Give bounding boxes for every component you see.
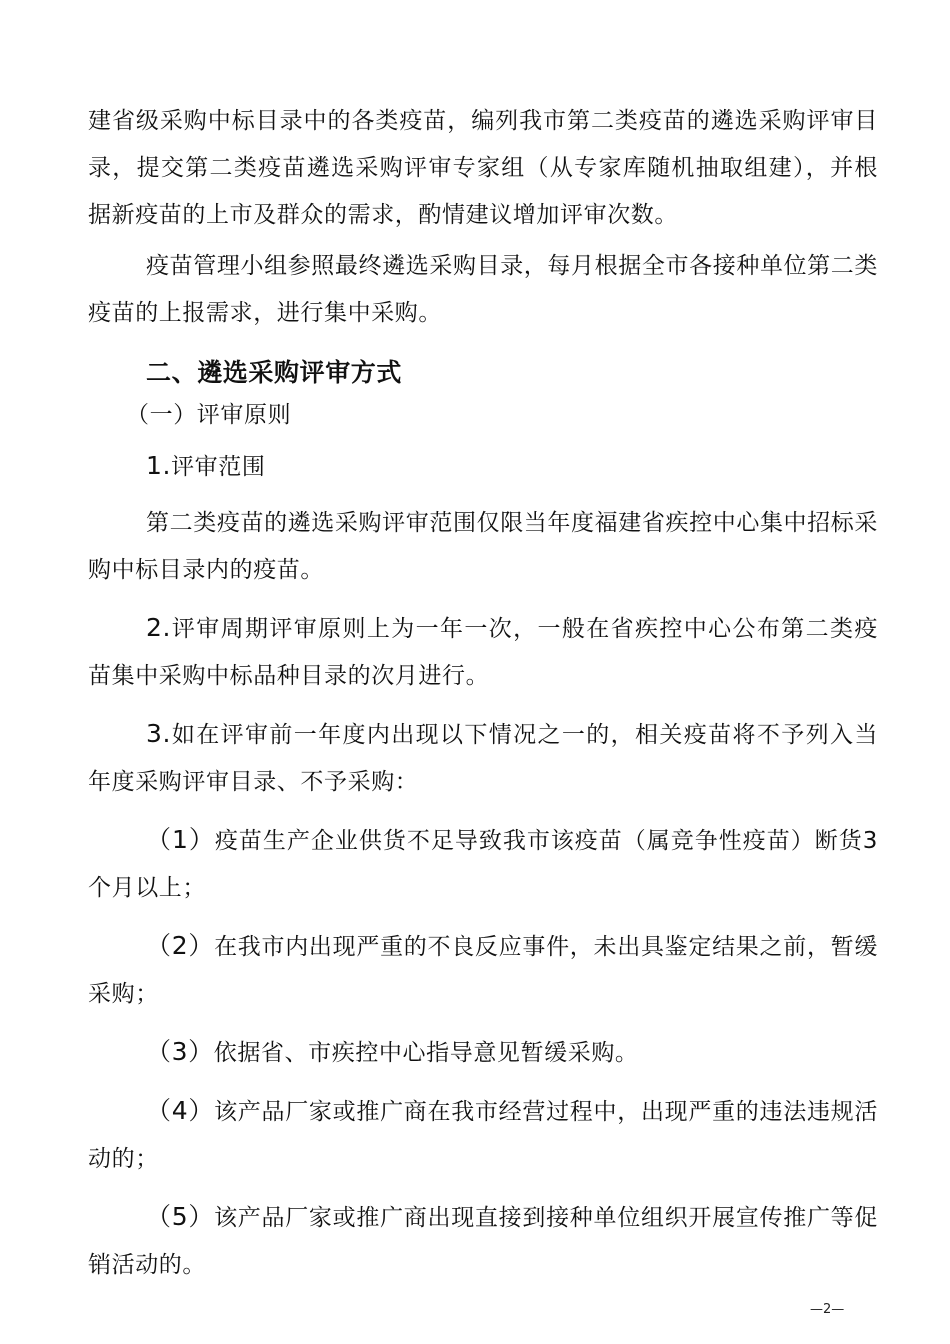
paragraph-review-scope: 第二类疫苗的遴选采购评审范围仅限当年度福建省疾控中心集中招标采购中标目录内的疫苗。 (88, 510, 878, 583)
condition-number: （2） (146, 931, 215, 960)
condition-number: （1） (146, 825, 215, 854)
condition-item-3 (88, 1028, 878, 1077)
condition-text: 依据省、市疾控中心指导意见暂缓采购。 (213, 1040, 639, 1066)
item-title: 评审范围 (171, 454, 266, 480)
condition-number: （5） (146, 1202, 215, 1231)
paragraph-procurement-catalog: 建省级采购中标目录中的各类疫苗，编列我市第二类疫苗的遴选采购评审目录，提交第二类疫苗遴选采购评审专家组（从专家库随机抽取组建），并根据新疫苗的上市及群众的需求，酌情建议增加评审次数。 (88, 108, 878, 228)
condition-number: （3） (146, 1037, 214, 1066)
condition-text: 在我市内出现严重的不良反应事件，未出具鉴定结果之前，暂缓采购； (88, 934, 878, 1007)
paragraph-monthly-procurement: 疫苗管理小组参照最终遴选采购目录，每月根据全市各接种单位第二类疫苗的上报需求，进行集中采购。 (88, 253, 878, 326)
condition-item-1 (88, 816, 878, 912)
section-heading-review-method: 二、遴选采购评审方式 (146, 358, 403, 387)
document-body (88, 98, 878, 1289)
condition-text: 疫苗生产企业供货不足导致我市该疫苗（属竞争性疫苗）断货3个月以上； (88, 828, 878, 901)
item-heading-review-scope (88, 443, 878, 490)
condition-number: （4） (146, 1096, 215, 1125)
subsection-heading-review-principles: （一）评审原则 (126, 402, 292, 428)
condition-text: 该产品厂家或推广商在我市经营过程中，出现严重的违法违规活动的； (88, 1099, 878, 1172)
paragraph-exclusion-conditions (88, 710, 878, 806)
condition-item-5 (88, 1193, 878, 1289)
item-number: 3. (146, 719, 172, 748)
condition-item-4 (88, 1087, 878, 1183)
condition-text: 该产品厂家或推广商出现直接到接种单位组织开展宣传推广等促销活动的。 (88, 1205, 878, 1278)
condition-item-2 (88, 922, 878, 1018)
item-number: 1. (146, 451, 172, 480)
item-text: 如在评审前一年度内出现以下情况之一的，相关疫苗将不予列入当年度采购评审目录、不予采购： (88, 722, 878, 795)
item-text: 评审周期评审原则上为一年一次，一般在省疾控中心公布第二类疫苗集中采购中标品种目录的次月进行。 (88, 616, 878, 689)
item-number: 2. (146, 613, 172, 642)
page-number: —2— (810, 1302, 845, 1317)
paragraph-review-cycle (88, 604, 878, 700)
